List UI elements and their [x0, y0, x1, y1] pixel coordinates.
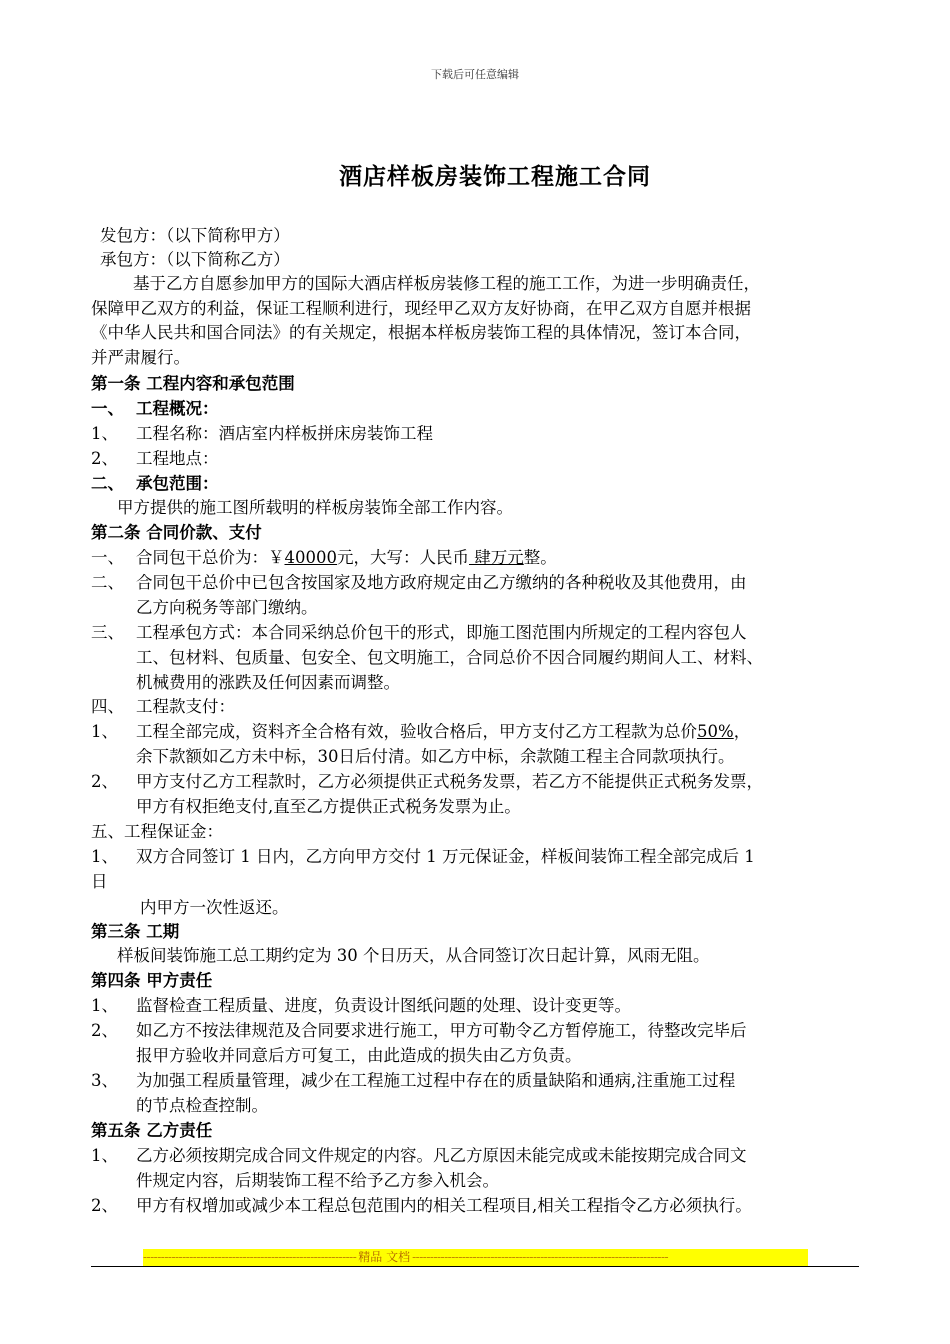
article5-heading: 第五条 乙方责任 — [91, 1121, 213, 1140]
article4-item1 — [91, 996, 631, 1016]
footer-label: 精品 文档 — [358, 1250, 411, 1264]
payment-item1-post: ， — [733, 722, 751, 741]
payment-item1-text: 工程全部完成，资料齐全合格有效，验收合格后，甲方支付乙方工程款为总价 — [136, 722, 697, 741]
article4-item1-text: 监督检查工程质量、进度，负责设计图纸问题的处理、设计变更等。 — [136, 996, 631, 1015]
article2-c1-post: 整。 — [523, 548, 557, 567]
guarantee-item1-line3: 内甲方一次性返还。 — [140, 898, 289, 917]
article2-clause2-line1 — [91, 573, 747, 593]
article1-sub1 — [91, 399, 219, 419]
article3-text: 样板间装饰施工总工期约定为 30 个日历天，从合同签订次日起计算，风雨无阻。 — [117, 946, 710, 965]
article4-item1-num: 1、 — [91, 996, 118, 1015]
article4-item3-line2: 的节点检查控制。 — [136, 1096, 268, 1115]
article2-clause1 — [91, 548, 557, 568]
footer-rule — [91, 1266, 859, 1267]
guarantee-item1-line2: 日 — [91, 872, 108, 891]
header-note: 下载后可任意编辑 — [431, 68, 519, 81]
article1-item1 — [91, 424, 433, 444]
article2-c4-num: 四、 — [91, 697, 124, 716]
payment-item2-line2: 甲方有权拒绝支付,直至乙方提供正式税务发票为止。 — [136, 797, 521, 816]
article4-heading: 第四条 甲方责任 — [91, 971, 213, 990]
article5-item2-num: 2、 — [91, 1196, 118, 1215]
payment-item2-num: 2、 — [91, 772, 118, 791]
article1-item2-text: 工程地点： — [136, 449, 219, 468]
article5-item2-text: 甲方有权增加或减少本工程总包范围内的相关工程项目,相关工程指令乙方必须执行。 — [136, 1196, 752, 1215]
article5-item1-num: 1、 — [91, 1146, 118, 1165]
payment-item1-line2: 余下款额如乙方未中标，30日后付清。如乙方中标，余款随工程主合同款项执行。 — [136, 747, 735, 766]
article2-clause4 — [91, 697, 235, 717]
article1-sub1-num: 一、 — [91, 399, 124, 418]
article2-c1-num: 一、 — [91, 548, 124, 567]
article5-item1-line1 — [91, 1146, 747, 1166]
payment-item2-line1 — [91, 772, 763, 792]
article2-c2-num: 二、 — [91, 573, 124, 592]
article1-scope: 甲方提供的施工图所载明的样板房装饰全部工作内容。 — [117, 498, 513, 517]
article2-c3-num: 三、 — [91, 623, 124, 642]
payment-percent: 50% — [697, 722, 734, 741]
contractor-line: 承包方：（以下简称乙方） — [100, 250, 290, 269]
article3-heading: 第三条 工期 — [91, 922, 180, 941]
article1-sub2-num: 二、 — [91, 474, 124, 493]
guarantee-item1-line1 — [91, 847, 755, 867]
article5-item1-line2: 件规定内容，后期装饰工程不给予乙方参入机会。 — [136, 1171, 499, 1190]
preamble-line-4: 并严肃履行。 — [91, 348, 190, 367]
article4-item3-num: 3、 — [91, 1071, 118, 1090]
guarantee-item1-text1: 双方合同签订 1 日内，乙方向甲方交付 1 万元保证金，样板间装饰工程全部完成后 1 — [136, 847, 755, 866]
article1-item2 — [91, 449, 219, 469]
footer-left-dashes: ------------------------------------------------------------ — [143, 1250, 357, 1264]
guarantee-item1-num: 1、 — [91, 847, 118, 866]
article4-item2-num: 2、 — [91, 1021, 118, 1040]
article4-item3-line1 — [91, 1071, 735, 1091]
article4-item3-text1: 为加强工程质量管理，减少在工程施工过程中存在的质量缺陷和通病,注重施工过程 — [136, 1071, 736, 1090]
preamble-line-1: 基于乙方自愿参加甲方的国际大酒店样板房装修工程的施工工作，为进一步明确责任， — [133, 274, 760, 293]
article1-heading: 第一条 工程内容和承包范围 — [91, 374, 295, 393]
article2-c3-text1: 工程承包方式：本合同采纳总价包干的形式，即施工图范围内所规定的工程内容包人 — [136, 623, 747, 642]
article1-sub2 — [91, 474, 219, 494]
payment-item1-line1 — [91, 722, 750, 742]
article1-item1-text: 工程名称：酒店室内样板拼床房装饰工程 — [136, 424, 433, 443]
payment-item2-text1: 甲方支付乙方工程款时，乙方必须提供正式税务发票，若乙方不能提供正式税务发票， — [136, 772, 763, 791]
article2-clause2-line2: 乙方向税务等部门缴纳。 — [136, 598, 318, 617]
article2-c4-label: 工程款支付： — [136, 697, 235, 716]
payment-item1-num: 1、 — [91, 722, 118, 741]
employer-line: 发包方：（以下简称甲方） — [100, 226, 290, 245]
article4-item2-text1: 如乙方不按法律规范及合同要求进行施工，甲方可勒令乙方暂停施工，待整改完毕后 — [136, 1021, 747, 1040]
article2-heading: 第二条 合同价款、支付 — [91, 523, 262, 542]
article2-clause3-line1 — [91, 623, 747, 643]
preamble-line-2: 保障甲乙双方的利益，保证工程顺利进行，现经甲乙双方友好协商，在甲乙双方自愿并根据 — [91, 299, 751, 318]
article4-item2-line2: 报甲方验收并同意后方可复工，由此造成的损失由乙方负责。 — [136, 1046, 582, 1065]
footer-right-dashes: ------------------------------------------------------------------------ — [412, 1250, 669, 1264]
document-title: 酒店样板房装饰工程施工合同 — [339, 163, 651, 190]
article2-clause3-line2: 工、包材料、包质量、包安全、包文明施工，合同总价不因合同履约期间人工、材料、 — [136, 648, 763, 667]
article4-item2-line1 — [91, 1021, 747, 1041]
article2-clause3-line3: 机械费用的涨跌及任何因素而调整。 — [136, 673, 400, 692]
article1-item2-num: 2、 — [91, 449, 118, 468]
article2-c2-text1: 合同包干总价中已包含按国家及地方政府规定由乙方缴纳的各种税收及其他费用，由 — [136, 573, 747, 592]
article1-sub1-label: 工程概况： — [136, 399, 219, 418]
article1-item1-num: 1、 — [91, 424, 118, 443]
article5-item1-text1: 乙方必须按期完成合同文件规定的内容。凡乙方原因未能完成或未能按期完成合同文 — [136, 1146, 747, 1165]
article1-sub2-label: 承包范围： — [136, 474, 219, 493]
article2-clause5: 五、工程保证金： — [91, 822, 223, 841]
footer-banner — [143, 1249, 808, 1266]
article2-c1-pre: 合同包干总价为：￥ — [136, 548, 285, 567]
article5-item2 — [91, 1196, 752, 1216]
article2-c1-mid: 元，大写：人民币 — [337, 548, 469, 567]
preamble-line-3: 《中华人民共和国合同法》的有关规定，根据本样板房装饰工程的具体情况，签订本合同， — [91, 323, 751, 342]
contract-amount-words: 肆万元 — [469, 548, 524, 567]
contract-amount: 40000 — [284, 548, 337, 567]
